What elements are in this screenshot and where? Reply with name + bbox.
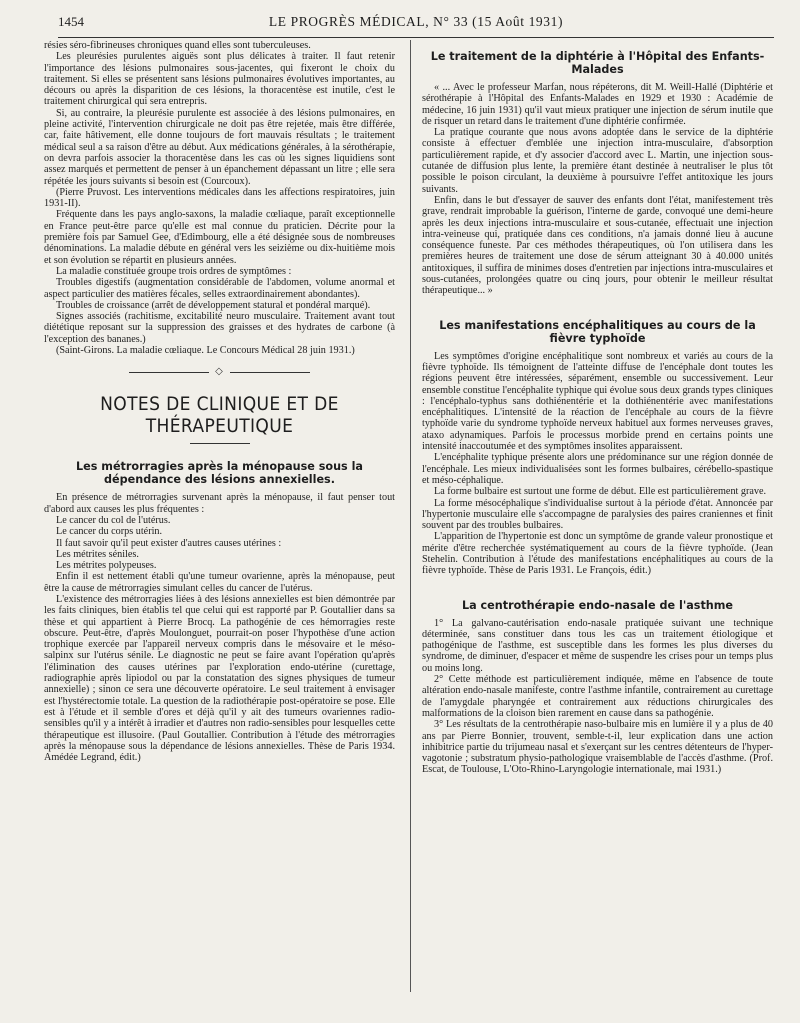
paragraph: Troubles digestifs (augmentation considérable de l'abdomen, volume anormal et aspect particulier des matières fécales, selles extraordinairement abondantes).	[44, 277, 395, 300]
paragraph: 1° La galvano-cautérisation endo-nasale pratiquée suivant une technique déterminée, sans constituer dans tous les cas un traitement étiologique et pathogénique de l'asthme, est susceptible dans les formes les plus diverses du syndrome, de diminuer, d'espacer et même de suspendre les crises pour un temps plus ou moins long.	[422, 617, 773, 674]
paragraph: En présence de métrorragies survenant après la ménopause, il faut penser tout d'abord aux causes les plus fréquentes :	[44, 492, 395, 515]
header-rule	[58, 37, 774, 38]
article-title: La centrothérapie endo-nasale de l'asthme	[461, 598, 734, 612]
column-divider	[410, 40, 411, 992]
article-title: Le traitement de la diphtérie à l'Hôpital des Enfants-Malades	[430, 50, 765, 76]
paragraph: Les symptômes d'origine encéphalitique sont nombreux et variés au cours de la fièvre typhoïde. Ils témoignent de l'atteinte diffuse de l'encéphale dont toutes les régions peuvent être intéressées, séparément, ensemble ou successivement. Leur ensemble constitue l'encéphalite typhique qui évolue sous deux grands types cliniques : l'encéphalo-typhus sans dothiénentérie et la dothiénentérie avec manifestations encéphalitiques. L'intensité de la réaction de l'encéphale au cours de la fièvre typhoïde varie du syndrome typhoïde nerveux habituel aux formes nerveuses graves, ataxo adynamiques. Parfois le processus morbide prend en certains points une intensité inaccoutumée et des symptômes insolites apparaissent.	[422, 350, 773, 453]
paragraph: La forme bulbaire est surtout une forme de début. Elle est particulièrement grave.	[434, 486, 767, 498]
paragraph: résies séro-fibrineuses chroniques quand elles sont tuberculeuses.	[44, 40, 311, 51]
paragraph: L'existence des métrorragies liées à des lésions annexielles est bien démontrée par les faits cliniques, bien établis tel que celui qui est rapporté par P. Goutallier dans sa thèse et qui appartient à Pierre Brocq. La pathogénie de ces hémorragies reste obscure. Peut-être, d'après Moulonguet, pourrait-on poser l'hypothèse d'une action trophique exercée par l'appareil nerveux compris dans le mésovaire et le méso-salpinx sur l'utérus sénile. Le diagnostic ne peut se faire avant l'opération qu'après l'élimination des causes utérines par l'exploration endo-utérine (curettage, radiographie après lipiodol ou par la constatation des signes physiques de tumeur annexielle) ; sinon ce sera une découverte opératoire. Le seul traitement à envisager est l'hystérectomie totale. La question de la radiothérapie post-opératoire se pose. Elle est à l'étude et il semble d'ores et déjà qu'il y ait des tumeurs ovariennes radio-sensibles qu'il y a intérêt à irradier et d'autres non radio-sensibles pour lesquelles cette thérapeutique est illusoire. (Paul Goutallier. Contribution à l'étude des métrorragies après la ménopause sous la dépendance de lésions annexielles. Thèse de Paris 1934. Amédée Legrand, édit.)	[44, 593, 395, 764]
paragraph: L'apparition de l'hypertonie est donc un symptôme de grande valeur pronostique et mérite d'être recherchée systématiquement au cours de la fièvre typhoïde. (Jean Stehelin. Contribution à l'étude des manifestations encéphalitiques au cours de la fièvre typhoïde. Thèse de Paris 1931. Le François, édit.)	[422, 531, 773, 577]
paragraph: La maladie constituée groupe trois ordres de symptômes :	[56, 265, 292, 277]
paragraph: Les pleurésies purulentes aiguës sont plus délicates à traiter. Il faut retenir l'importance des lésions pulmonaires sous-jacentes, qui fixeront le choix du traitement. Si elles se présentent sans lésions pulmonaires évolutives importantes, au décours ou après la disparition de ces lésions, la thoracentèse est inutile, c'est le traitement chirurgical qui sera entrepris.	[44, 51, 395, 108]
list-item: Le cancer du corps utérin.	[56, 526, 163, 538]
ornament-divider: ◇	[44, 366, 395, 377]
paragraph: La forme mésocéphalique s'individualise surtout à la période d'état. Annoncée par l'hypertonie musculaire elle s'accompagne de paralysies des paires craniennes et finit souvent par des troubles bulbaires.	[422, 497, 773, 532]
citation: (Saint-Girons. La maladie cœliaque. Le Concours Médical 28 juin 1931.)	[56, 345, 355, 357]
paragraph: « ... Avec le professeur Marfan, nous répéterons, dit M. Weill-Hallé (Diphtérie et sérothérapie à l'Hôpital des Enfants-Malades en 1929 et 1930 : Académie de médecine, 16 juin 1931) qu'il vaut mieux pratiquer une injection de sérum inutile que de risquer un retard dans le traitement d'une diphtérie confirmée.	[422, 82, 773, 127]
paragraph: 3° Les résultats de la centrothérapie naso-bulbaire mis en lumière il y a plus de 40 ans par Pierre Bonnier, trouvent, semble-t-il, leur explication dans une action inhibitrice partie du trijumeau nasal et s'exerçant sur les centres détenteurs de l'hyper-vagotonie ; substratum physio-pathologique vraisemblable de l'accès d'asthme. (Prof. Escat, de Toulouse, L'Oto-Rhino-Laryngologie internationale, mai 1931.)	[422, 719, 773, 776]
paragraph: Troubles de croissance (arrêt de développement statural et pondéral marqué).	[56, 299, 371, 311]
list-item: Les métrites séniles.	[56, 548, 139, 560]
section-title: NOTES DE CLINIQUE ET DE THÉRAPEUTIQUE	[100, 393, 339, 438]
list-item: Le cancer du col de l'utérus.	[56, 514, 171, 526]
paragraph: Si, au contraire, la pleurésie purulente est associée à des lésions pulmonaires, en pleine activité, l'intervention chirurgicale ne doit pas être rejetée, mais être différée, car, faite hâtivement, elle donne toujours de fort mauvais résultats ; le traitement médical seul a sa raison d'être au début. Aux médications générales, à la sérothérapie, on devra parfois associer la thoracentèse dans les cas où les signes liquidiens sont assez marqués et permettent de penser à un épanchement dépassant un litre ; elle sera répétée les jours suivants si besoin est (Courcoux).	[44, 107, 395, 187]
paragraph: L'encéphalite typhique présente alors une prédominance sur une région donnée de l'encéphale. Les mieux individualisées sont les formes bulbaires, cérébello-spastique et méso-céphalique.	[422, 452, 773, 486]
paragraph: Signes associés (rachitisme, excitabilité neuro musculaire. Traitement avant tout diététique reposant sur la suppression des graisses et des hydrates de carbone (à l'exception des bananes.)	[44, 311, 395, 345]
title-rule	[190, 443, 250, 444]
paragraph: 2° Cette méthode est particulièrement indiquée, même en l'absence de toute altération endo-nasale manifeste, contre l'asthme infantile, contrairement au curettage de l'amygdale pharyngée et contrairement aux réductions chirurgicales des malformations de la cloison bien rarement en cause dans sa pathogénie.	[422, 674, 773, 719]
left-column	[44, 40, 395, 763]
article-title: Les manifestations encéphalitiques au cours de la fièvre typhoïde	[439, 318, 756, 345]
citation: (Pierre Pruvost. Les interventions médicales dans les affections respiratoires, juin 1931-II).	[44, 186, 395, 210]
running-title: LE PROGRÈS MÉDICAL, N° 33 (15 Août 1931)	[268, 14, 564, 29]
article-title: Les métrorragies après la ménopause sous la dépendance des lésions annexielles.	[76, 460, 363, 487]
paragraph: La pratique courante que nous avons adoptée dans le service de la diphtérie consiste à effectuer d'emblée une injection intra-musculaire, d'absorption particulièrement rapide, et d'y associer d'accord avec L. Martin, une injection sous-cutanée de diffusion plus lente, la première étant destinée à neutraliser le plus tôt possible le poison circulant, la deuxième à poursuivre l'effet antitoxique les jours suivants.	[422, 127, 773, 195]
page-header	[58, 14, 774, 32]
page-number: 1454	[58, 14, 84, 29]
paragraph: Enfin, dans le but d'essayer de sauver des enfants dont l'état, manifestement très grave, rendrait improbable la guérison, l'interne de garde, convoqué une demi-heure après les deux injections intra-musculaire et sous-cutanée, effectuait une injection intra-veineuse qui, pratiquée dans ces conditions, n'a jamais donné lieu à aucune conséquence funeste. Par ces méthodes thérapeutiques, où l'on utilisera dans les premières heures de traitement une dose de sérum atteignant 30 à 40.000 unités antitoxiques, il suffira de minimes doses d'entretien par injections intra-musculaires et sous-cutanées, prolongées quatre ou cinq jours, pour obtenir le meilleur résultat thérapeutique... »	[422, 194, 773, 297]
paragraph: Fréquente dans les pays anglo-saxons, la maladie cœliaque, paraît exceptionnelle en France peut-être parce qu'elle est mal connue du praticien. Décrite pour la première fois par Samuel Gee, d'Edimbourg, elle a été désignée sous de nombreuses dénominations. La maladie débute en général vers les seizième ou dix-huitième mois et son évolution se répartit en plusieurs années.	[44, 209, 395, 266]
paragraph: Il faut savoir qu'il peut exister d'autres causes utérines :	[56, 537, 282, 549]
paragraph: Enfin il est nettement établi qu'une tumeur ovarienne, après la ménopause, peut être la cause de métrorragies simulant celles du cancer de l'utérus.	[44, 571, 395, 594]
right-column	[422, 40, 773, 776]
list-item: Les métrites polypeuses.	[56, 560, 157, 572]
